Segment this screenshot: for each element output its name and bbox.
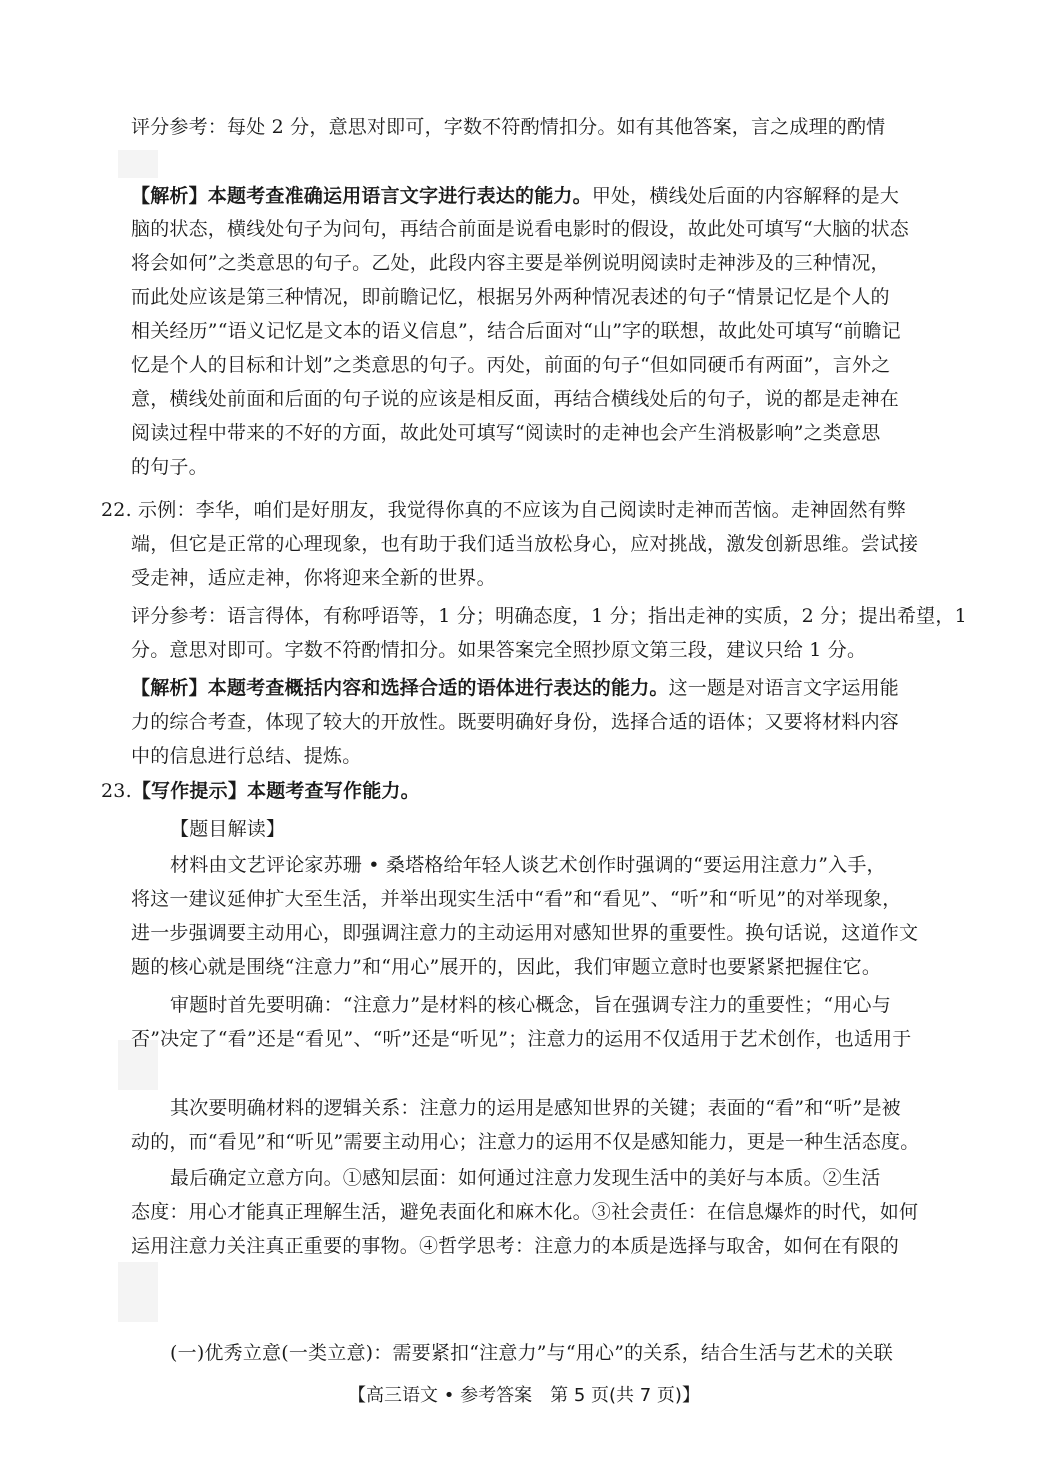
paragraph-1: 进一步强调要主动用心，即强调注意力的主动运用对感知世界的重要性。换句话说，这道作文 <box>131 922 919 944</box>
analysis-21-line: 的句子。 <box>131 456 208 478</box>
scoring-note-22: 评分参考：语言得体，有称呼语等，1 分；明确态度，1 分；指出走神的实质，2 分；提出希望，1 <box>131 605 967 627</box>
analysis-22-line <box>131 673 951 703</box>
question-22-answer: 受走神，适应走神，你将迎来全新的世界。 <box>131 567 496 589</box>
analysis-21-line: 阅读过程中带来的不好的方面，故此处可填写“阅读时的走神也会产生消极影响”之类意思 <box>131 422 881 444</box>
paragraph-4: 态度：用心才能真正理解生活，避免表面化和麻木化。③社会责任：在信息爆炸的时代，如何 <box>131 1201 919 1223</box>
analysis-21-line: 忆是个人的目标和计划”之类意思的句子。丙处，前面的句子“但如同硬币有两面”，言外之 <box>131 354 891 376</box>
paragraph-2: 否”决定了“看”还是“看见”、“听”还是“听见”；注意力的运用不仅适用于艺术创作，也适用于 <box>131 1028 912 1050</box>
paragraph-2: 审题时首先要明确：“注意力”是材料的核心概念，旨在强调专注力的重要性；“用心与 <box>170 994 891 1016</box>
paragraph-1: 题的核心就是围绕“注意力”和“用心”展开的，因此，我们审题立意时也要紧紧把握住它。 <box>131 956 882 978</box>
analysis-text: 甲处，横线处后面的内容解释的是大 <box>591 185 900 207</box>
scan-shade <box>118 1262 158 1322</box>
analysis-21-line <box>131 181 951 211</box>
question-number: 23. <box>101 780 132 802</box>
scoring-note-22: 分。意思对即可。字数不符酌情扣分。如果答案完全照抄原文第三段，建议只给 1 分。 <box>131 639 867 661</box>
analysis-tag: 【解析】本题考查准确运用语言文字进行表达的能力。 <box>131 185 592 207</box>
question-23-heading <box>101 776 921 806</box>
topic-interpretation-heading: 【题目解读】 <box>170 818 286 840</box>
writing-tip-tag: 【写作提示】本题考查写作能力。 <box>131 780 420 802</box>
analysis-text: 这一题是对语言文字运用能 <box>668 677 900 699</box>
analysis-tag: 【解析】本题考查概括内容和选择合适的语体进行表达的能力。 <box>131 677 669 699</box>
analysis-21-line: 意，横线处前面和后面的句子说的应该是相反面，再结合横线处后的句子，说的都是走神在 <box>131 388 900 410</box>
paragraph-3: 动的，而“看见”和“听见”需要主动用心；注意力的运用不仅是感知能力，更是一种生活态度。 <box>131 1131 920 1153</box>
analysis-21-line: 脑的状态，横线处句子为问句，再结合前面是说看电影时的假设，故此处可填写“大脑的状态 <box>131 218 909 240</box>
analysis-22-line: 力的综合考查，体现了较大的开放性。既要明确好身份，选择合适的语体；又要将材料内容 <box>131 711 900 733</box>
analysis-21-line: 而此处应该是第三种情况，即前瞻记忆，根据另外两种情况表述的句子“情景记忆是个人的 <box>131 286 890 308</box>
paragraph-1: 材料由文艺评论家苏珊 • 桑塔格给年轻人谈艺术创作时强调的“要运用注意力”入手， <box>170 854 886 876</box>
analysis-21-line: 将会如何”之类意思的句子。乙处，此段内容主要是举例说明阅读时走神涉及的三种情况， <box>131 252 890 274</box>
paragraph-4: 运用注意力关注真正重要的事物。④哲学思考：注意力的本质是选择与取舍，如何在有限的 <box>131 1235 900 1257</box>
question-22-answer: 端，但它是正常的心理现象，也有助于我们适当放松身心，应对挑战，激发创新思维。尝试接 <box>131 533 919 555</box>
paragraph-5: (一)优秀立意(一类立意)：需要紧扣“注意力”与“用心”的关系，结合生活与艺术的关联 <box>170 1342 893 1364</box>
scan-shade <box>118 150 158 178</box>
paragraph-4: 最后确定立意方向。①感知层面：如何通过注意力发现生活中的美好与本质。②生活 <box>170 1167 881 1189</box>
analysis-22-line: 中的信息进行总结、提炼。 <box>131 745 362 767</box>
page-footer: 【高三语文 • 参考答案 第 5 页(共 7 页)】 <box>348 1385 700 1406</box>
question-22-answer: 22. 示例：李华，咱们是好朋友，我觉得你真的不应该为自己阅读时走神而苦恼。走神固然有弊 <box>101 499 907 521</box>
scoring-note-21: 评分参考：每处 2 分，意思对即可，字数不符酌情扣分。如有其他答案，言之成理的酌情 <box>131 116 886 138</box>
paragraph-1: 将这一建议延伸扩大至生活，并举出现实生活中“看”和“看见”、“听”和“听见”的对举现象， <box>131 888 902 910</box>
analysis-21-line: 相关经历”“语义记忆是文本的语义信息”，结合后面对“山”字的联想，故此处可填写“前瞻记 <box>131 320 901 342</box>
paragraph-3: 其次要明确材料的逻辑关系：注意力的运用是感知世界的关键；表面的“看”和“听”是被 <box>170 1097 901 1119</box>
